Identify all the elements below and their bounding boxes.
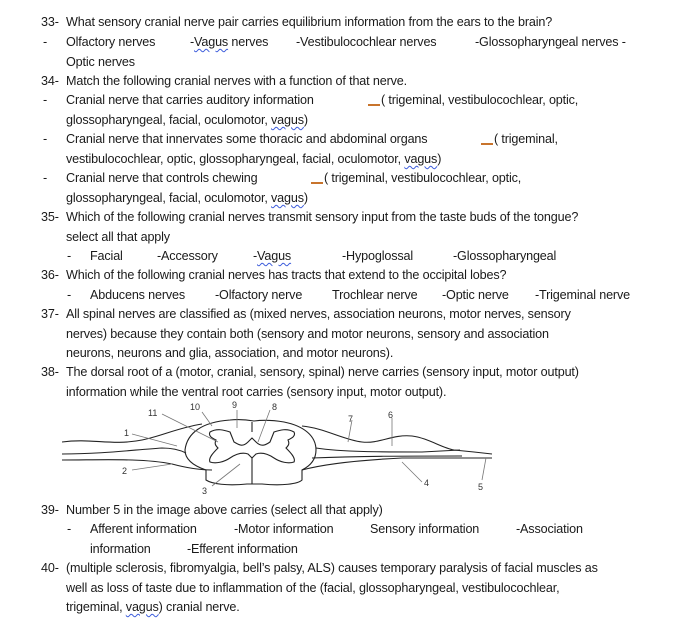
match-prompt: Cranial nerve that carries auditory information bbox=[66, 93, 314, 107]
svg-text:11: 11 bbox=[148, 408, 158, 418]
spellcheck-word: vagus bbox=[404, 152, 438, 166]
svg-text:8: 8 bbox=[272, 402, 278, 412]
question-35-instruction: select all that apply bbox=[66, 230, 170, 244]
option: -Efferent information bbox=[187, 542, 298, 556]
question-number: 37- bbox=[41, 307, 59, 321]
bullet: - bbox=[43, 93, 48, 107]
svg-text:2: 2 bbox=[122, 466, 128, 476]
question-text: What sensory cranial nerve pair carries equilibrium information from the ears to the brain? bbox=[66, 15, 553, 29]
svg-text:4: 4 bbox=[424, 478, 430, 488]
option: -Glossopharyngeal nerves - bbox=[475, 35, 626, 49]
svg-text:5: 5 bbox=[478, 482, 484, 492]
answer-blank[interactable] bbox=[481, 131, 493, 145]
option: -Vestibulocochlear nerves bbox=[296, 35, 437, 49]
answer-blank[interactable] bbox=[311, 170, 323, 184]
bullet: - bbox=[43, 171, 48, 185]
question-text: (multiple sclerosis, fibromyalgia, bell’s palsy, ALS) causes temporary paralysis of facial muscles as bbox=[66, 561, 598, 575]
question-40-cont: trigeminal, vagus) cranial nerve. bbox=[66, 600, 240, 614]
question-33-options-cont bbox=[66, 54, 135, 70]
question-text: Match the following cranial nerves with a function of that nerve. bbox=[66, 74, 407, 88]
question-number: 33- bbox=[41, 15, 59, 29]
question-text: Which of the following cranial nerves transmit sensory input from the taste buds of the tongue? bbox=[66, 210, 579, 224]
spellcheck-word: vagus bbox=[271, 113, 304, 127]
option: -Glossopharyngeal bbox=[453, 249, 557, 263]
spellcheck-word: vagus bbox=[271, 191, 304, 205]
option: -Association bbox=[516, 522, 583, 536]
match-item-3-cont: glossopharyngeal, facial, oculomotor, vagus) bbox=[66, 191, 308, 205]
option: -Olfactory nerve bbox=[215, 288, 303, 302]
spellcheck-word: Vagus bbox=[257, 249, 292, 263]
option: Afferent information bbox=[90, 522, 197, 536]
match-choices: ( trigeminal, vestibulocochlear, optic, bbox=[311, 170, 521, 186]
svg-text:10: 10 bbox=[190, 402, 201, 412]
question-number: 40- bbox=[41, 561, 59, 575]
option: -Hypoglossal bbox=[342, 249, 413, 263]
option: -Optic nerve bbox=[442, 288, 509, 302]
question-text: The dorsal root of a (motor, cranial, sensory, spinal) nerve carries (sensory input, motor output) bbox=[66, 365, 579, 379]
question-38-cont: information while the ventral root carries (sensory input, motor output). bbox=[66, 385, 447, 399]
svg-text:6: 6 bbox=[388, 410, 394, 420]
option: Trochlear nerve bbox=[332, 288, 418, 302]
option: Sensory information bbox=[370, 522, 480, 536]
bullet: - bbox=[67, 288, 72, 302]
match-prompt: Cranial nerve that controls chewing bbox=[66, 171, 258, 185]
svg-text:7: 7 bbox=[348, 414, 354, 424]
option: Olfactory nerves bbox=[66, 35, 156, 49]
option: Facial bbox=[90, 249, 123, 263]
bullet: - bbox=[67, 522, 72, 536]
question-text: Number 5 in the image above carries (select all that apply) bbox=[66, 503, 383, 517]
question-number: 35- bbox=[41, 210, 59, 224]
match-prompt: Cranial nerve that innervates some thoracic and abdominal organs bbox=[66, 132, 428, 146]
svg-text:3: 3 bbox=[202, 486, 208, 496]
option: -Vagus nerves bbox=[190, 35, 269, 49]
question-40-cont: well as loss of taste due to inflammation of the (facial, glossopharyngeal, vestibulocochlear, bbox=[66, 581, 560, 595]
option: -Accessory bbox=[157, 249, 218, 263]
question-text: All spinal nerves are classified as (mixed nerves, association neurons, motor nerves, sensory bbox=[66, 307, 571, 321]
option: -Trigeminal nerve bbox=[535, 288, 630, 302]
match-item-2-cont: vestibulocochlear, optic, glossopharyngeal, facial, oculomotor, vagus) bbox=[66, 152, 442, 166]
question-number: 39- bbox=[41, 503, 59, 517]
match-item-1-cont: glossopharyngeal, facial, oculomotor, vagus) bbox=[66, 113, 308, 127]
option: -Motor information bbox=[234, 522, 334, 536]
option: Abducens nerves bbox=[90, 288, 186, 302]
match-choices: ( trigeminal, vestibulocochlear, optic, bbox=[368, 92, 578, 108]
option: information bbox=[90, 542, 151, 556]
question-37-cont: nerves) because they contain both (sensory and motor neurons, sensory and association bbox=[66, 327, 549, 341]
question-text: Which of the following cranial nerves has tracts that extend to the occipital lobes? bbox=[66, 268, 507, 282]
answer-blank[interactable] bbox=[368, 92, 380, 106]
svg-text:9: 9 bbox=[232, 400, 238, 410]
option: Optic nerves bbox=[66, 55, 135, 69]
spinal-cord-diagram bbox=[62, 398, 502, 500]
question-number: 34- bbox=[41, 74, 59, 88]
question-number: 38- bbox=[41, 365, 59, 379]
question-37-cont: neurons, neurons and glia, association, and motor neurons). bbox=[66, 346, 394, 360]
bullet: - bbox=[67, 249, 72, 263]
match-choices: ( trigeminal, bbox=[481, 131, 558, 147]
option: -Vagus bbox=[253, 249, 292, 263]
spellcheck-word: Vagus bbox=[194, 35, 229, 49]
spellcheck-word: vagus bbox=[125, 600, 159, 614]
svg-text:1: 1 bbox=[124, 428, 130, 438]
bullet: - bbox=[43, 35, 48, 49]
question-number: 36- bbox=[41, 268, 59, 282]
bullet: - bbox=[43, 132, 48, 146]
